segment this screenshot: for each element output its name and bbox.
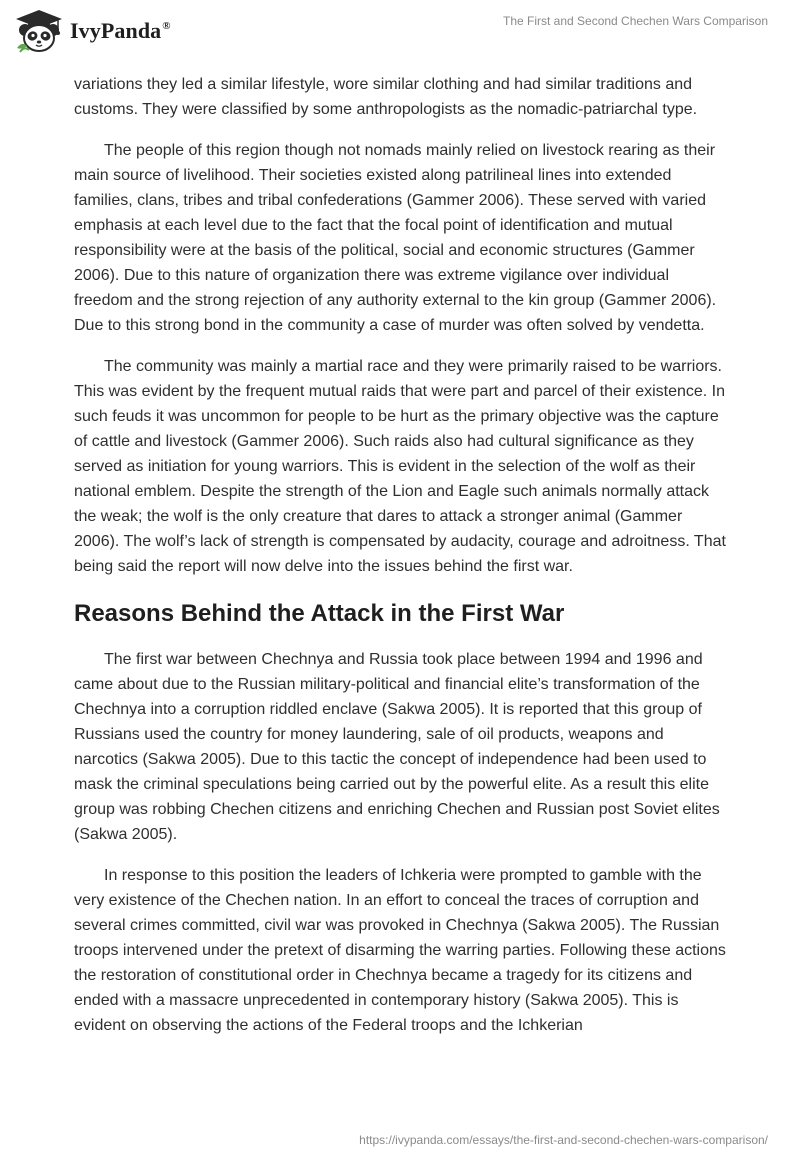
document-title: The First and Second Chechen Wars Comparison — [502, 14, 768, 28]
panda-mascot-icon — [14, 8, 64, 54]
brand-name — [70, 18, 171, 44]
paragraph: The community was mainly a martial race and they were primarily raised to be warriors. This was evident by the frequent mutual raids that were part and parcel of their existence. In such feuds it was uncommon for people to be hurt as the primary objective was the capture of cattle and livestock (Gammer 2006). Such raids also had cultural significance as they served as initiation for young warriors. This is evident in the selection of the wolf as their national emblem. Despite the strength of the Lion and Eagle such animals normally attack the weak; the wolf is the only creature that dares to attack a stronger animal (Gammer 2006). The wolf’s lack of strength is compensated by audacity, courage and adroitness. That being said the report will now delve into the issues behind the first war. — [74, 358, 726, 575]
essay-content — [74, 72, 730, 1054]
registered-mark: ® — [162, 20, 171, 32]
section-heading: Reasons Behind the Attack in the First War — [74, 600, 565, 627]
brand-logo[interactable] — [14, 8, 171, 54]
brand-name-text: IvyPanda — [70, 18, 162, 43]
page-header — [0, 0, 800, 66]
paragraph-continued: variations they led a similar lifestyle, wore similar clothing and had similar traditions and customs. They were classified by some anthropologists as the nomadic-patriarchal type. — [74, 76, 698, 118]
paragraph: The first war between Chechnya and Russia took place between 1994 and 1996 and came about due to the Russian military-political and financial elite’s transformation of the Chechnya into a corruption riddled enclave (Sakwa 2005). It is reported that this group of Russians used the country for money laundering, sale of oil products, weapons and narcotics (Sakwa 2005). Due to this tactic the concept of independence had been used to mask the criminal speculations being carried out by the powerful elite. As a result this elite group was robbing Chechen citizens and enriching Chechen and Russian post Soviet elites (Sakwa 2005). — [74, 651, 720, 843]
paragraph: The people of this region though not nomads mainly relied on livestock rearing as their main source of livelihood. Their societies existed along patrilineal lines into extended families, clans, tribes and tribal confederations (Gammer 2006). These served with varied emphasis at each level due to the fact that the focal point of identification and mutual responsibility were at the basis of the political, social and economic structures (Gammer 2006). Due to this nature of organization there was extreme vigilance over individual freedom and the strong rejection of any authority external to the kin group (Gammer 2006). Due to this strong bond in the community a case of murder was often solved by vendetta. — [74, 142, 717, 334]
paragraph: In response to this position the leaders of Ichkeria were prompted to gamble with the very existence of the Chechen nation. In an effort to conceal the traces of corruption and several crimes committed, civil war was provoked in Chechnya (Sakwa 2005). The Russian troops intervened under the pretext of disarming the warring parties. Following these actions the restoration of constitutional order in Chechnya became a tragedy for its citizens and ended with a massacre unprecedented in contemporary history (Sakwa 2005). This is evident on observing the actions of the Federal troops and the Ichkerian — [74, 867, 726, 1034]
source-url[interactable]: https://ivypanda.com/essays/the-first-and-second-chechen-wars-comparison/ — [359, 1133, 768, 1147]
